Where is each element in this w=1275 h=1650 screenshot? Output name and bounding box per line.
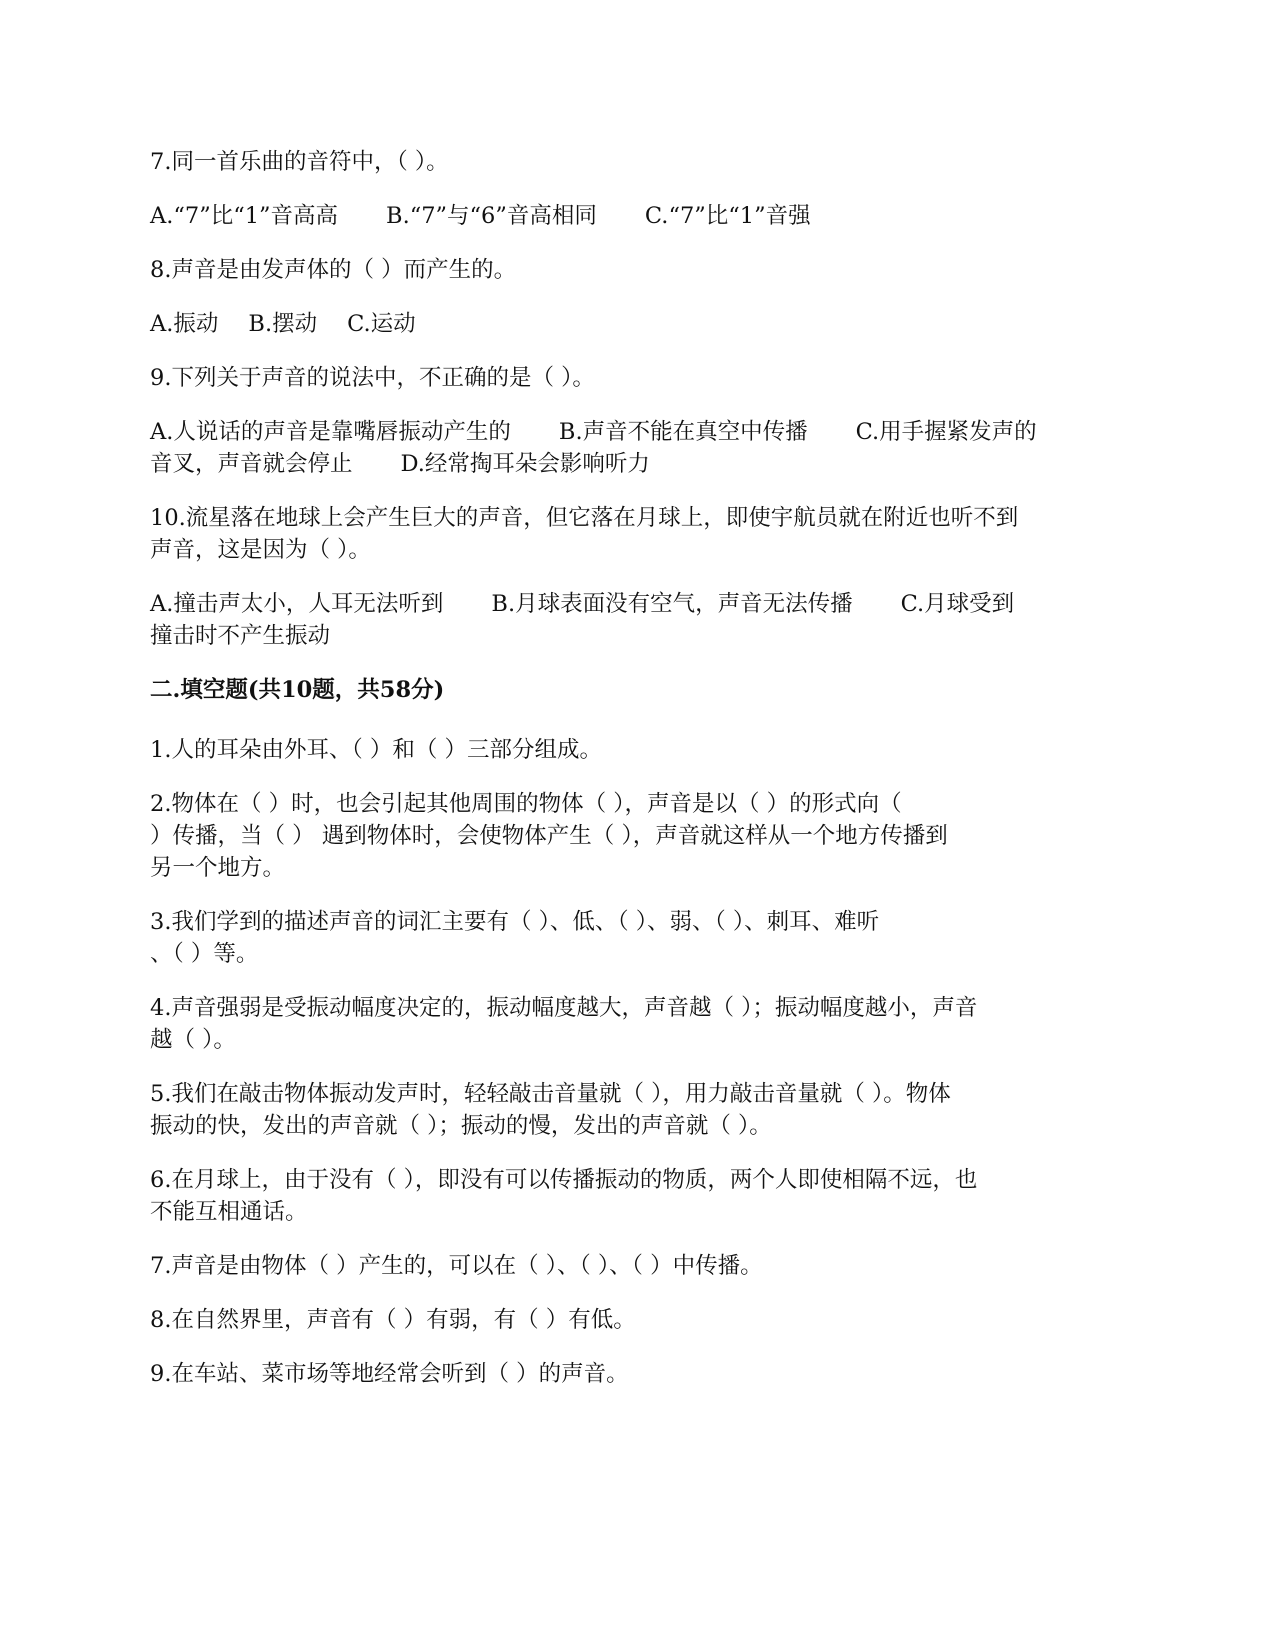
option-d: D.经常掏耳朵会影响听力: [400, 451, 650, 477]
fill-item-line: 2.物体在（ ）时，也会引起其他周围的物体（ ），声音是以（ ）的形式向（: [150, 791, 902, 817]
fill-item-4: [150, 992, 1110, 1056]
fill-item-line: 9.在车站、菜市场等地经常会听到（ ）的声音。: [150, 1361, 629, 1387]
fill-item-2: [150, 788, 1110, 884]
question-10-stem-line-2: 声音，这是因为（ ）。: [150, 537, 371, 563]
fill-item-line: 振动的快，发出的声音就（ ）；振动的慢，发出的声音就（ ）。: [150, 1113, 772, 1139]
fill-item-line: ）传播，当（ ） 遇到物体时，会使物体产生（ ），声音就这样从一个地方传播到: [150, 823, 948, 849]
fill-item-line: 越（ ）。: [150, 1027, 236, 1053]
fill-item-9: [150, 1358, 1110, 1390]
option-b: B.摆动: [248, 311, 318, 337]
fill-item-line: 不能互相通话。: [150, 1199, 308, 1225]
option-c: C.“7”比“1”音强: [644, 203, 811, 229]
fill-item-line: 、（ ）等。: [150, 941, 259, 967]
fill-item-8: [150, 1304, 1110, 1336]
fill-item-line: 7.声音是由物体（ ）产生的，可以在（ ）、（ ）、（ ）中传播。: [150, 1253, 763, 1279]
option-c-continued: 音叉，声音就会停止: [150, 451, 353, 477]
section-title: 二.填空题(共10题，共58分): [150, 677, 445, 703]
option-c: C.用手握紧发声的: [855, 419, 1037, 445]
option-c: C.月球受到: [900, 591, 1015, 617]
fill-item-line: 8.在自然界里，声音有（ ）有弱，有（ ）有低。: [150, 1307, 636, 1333]
option-a: A.撞击声太小，人耳无法听到: [150, 591, 444, 617]
fill-item-6: [150, 1164, 1110, 1228]
option-a: A.“7”比“1”音高高: [150, 203, 339, 229]
question-7-options: [150, 200, 1110, 232]
question-10-options: [150, 588, 1110, 652]
question-8-options: [150, 308, 1110, 340]
fill-item-line: 6.在月球上，由于没有（ ），即没有可以传播振动的物质，两个人即使相隔不远，也: [150, 1167, 978, 1193]
fill-item-line: 3.我们学到的描述声音的词汇主要有（ ）、低、（ ）、弱、（ ）、刺耳、难听: [150, 909, 880, 935]
question-10-stem-line-1: 10.流星落在地球上会产生巨大的声音，但它落在月球上，即使宇航员就在附近也听不到: [150, 505, 1019, 531]
question-9-options: [150, 416, 1110, 480]
document-page: [150, 146, 1110, 1412]
fill-item-3: [150, 906, 1110, 970]
fill-item-7: [150, 1250, 1110, 1282]
option-b: B.“7”与“6”音高相同: [386, 203, 597, 229]
option-a: A.人说话的声音是靠嘴唇振动产生的: [150, 419, 511, 445]
fill-item-line: 4.声音强弱是受振动幅度决定的，振动幅度越大，声音越（ ）；振动幅度越小，声音: [150, 995, 978, 1021]
option-b: B.声音不能在真空中传播: [558, 419, 808, 445]
question-10-options-line-1: [150, 588, 1110, 620]
question-8-stem: 8.声音是由发声体的（ ）而产生的。: [150, 257, 517, 283]
question-10-options-line-2: 撞击时不产生振动: [150, 623, 331, 649]
fill-item-line: 1.人的耳朵由外耳、（ ）和（ ）三部分组成。: [150, 737, 603, 763]
option-a: A.振动: [150, 311, 219, 337]
fill-item-1: [150, 734, 1110, 766]
fill-item-5: [150, 1078, 1110, 1142]
question-9-options-line-2: [150, 448, 1110, 480]
fill-item-line: 另一个地方。: [150, 855, 286, 881]
option-c: C.运动: [347, 311, 416, 337]
question-10-stem: [150, 502, 1110, 566]
option-b: B.月球表面没有空气，声音无法传播: [491, 591, 853, 617]
question-9-stem: 9.下列关于声音的说法中，不正确的是（ ）。: [150, 365, 595, 391]
question-7-stem: 7.同一首乐曲的音符中，（ ）。: [150, 149, 449, 175]
question-9-options-line-1: [150, 416, 1110, 448]
fill-item-line: 5.我们在敲击物体振动发声时，轻轻敲击音量就（ ），用力敲击音量就（ ）。物体: [150, 1081, 951, 1107]
